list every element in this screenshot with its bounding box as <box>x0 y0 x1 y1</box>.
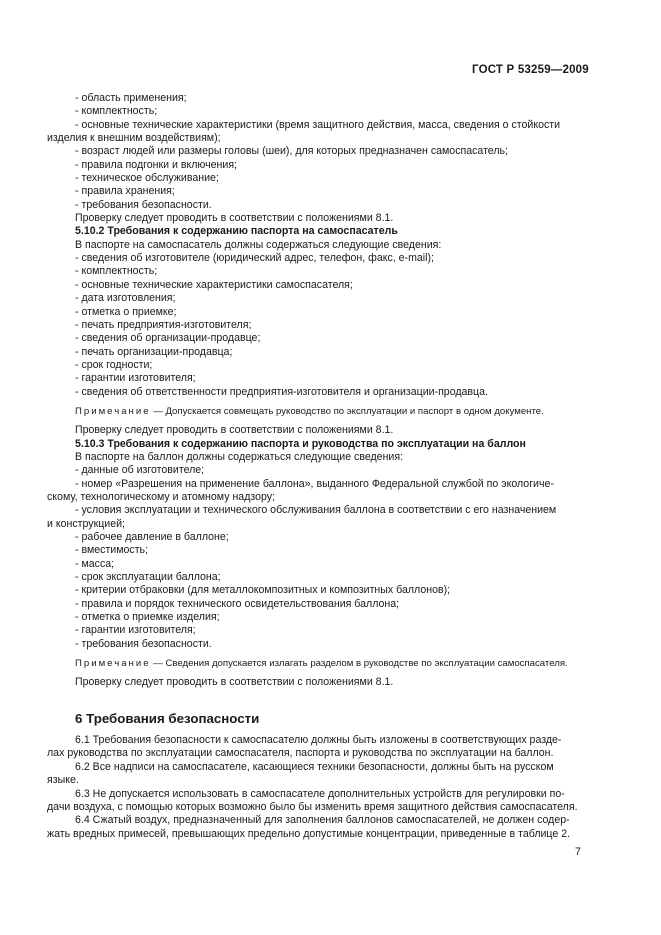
list-item: - гарантии изготовителя; <box>75 624 196 637</box>
list-item: - комплектность; <box>75 265 158 278</box>
subsection-intro: В паспорте на баллон должны содержаться следующие сведения: <box>75 450 404 463</box>
page-content <box>47 92 587 841</box>
note <box>47 405 587 418</box>
list-item: - данные об изготовителе; <box>75 464 205 477</box>
check-statement: Проверку следует проводить в соответствии с положениями 8.1. <box>75 676 394 689</box>
list-item: - сведения об организации-продавце; <box>75 332 261 345</box>
list-item: - основные технические характеристики самоспасателя; <box>75 278 353 291</box>
list-item: - комплектность; <box>75 105 158 118</box>
list-item: - условия эксплуатации и технического обслуживания баллона в соответствии с его назначением <box>75 504 557 517</box>
list-item: - печать предприятия-изготовителя; <box>75 318 252 331</box>
list-item: - отметка о приемке; <box>75 305 177 318</box>
note-label: Примечание <box>75 405 151 417</box>
list-item: - срок годности; <box>75 358 153 371</box>
paragraph-continuation: языке. <box>47 774 79 787</box>
list-item: - печать организации-продавца; <box>75 345 233 358</box>
list-item: - сведения об изготовителе (юридический адрес, телефон, факс, e-mail); <box>75 252 434 265</box>
list-item: - техническое обслуживание; <box>75 172 219 185</box>
paragraph-6-2: 6.2 Все надписи на самоспасателе, касающиеся техники безопасности, должны быть на русском <box>75 760 554 773</box>
paragraph-6-1: 6.1 Требования безопасности к самоспасателю должны быть изложены в соответствующих разде- <box>75 734 562 747</box>
note-label: Примечание <box>75 658 151 670</box>
list-item: - основные технические характеристики (время защитного действия, масса, сведения о стойкости <box>75 118 561 131</box>
paragraph-6-4: 6.4 Сжатый воздух, предназначенный для заполнения баллонов самоспасателей, не должен содер- <box>75 814 570 827</box>
subsection-intro: В паспорте на самоспасатель должны содержаться следующие сведения: <box>75 238 442 251</box>
paragraph-6-3: 6.3 Не допускается использовать в самоспасателе дополнительных устройств для регулировки по- <box>75 787 565 800</box>
section-title-6: 6 Требования безопасности <box>75 710 260 726</box>
list-item: - правила хранения; <box>75 185 175 198</box>
list-item: - дата изготовления; <box>75 292 176 305</box>
list-item: - вместимость; <box>75 544 149 557</box>
list-item: - область применения; <box>75 92 187 104</box>
list-item: - требования безопасности. <box>75 198 212 211</box>
list-item: - критерии отбраковки (для металлокомпозитных и композитных баллонов); <box>75 584 451 597</box>
list-item: - отметка о приемке изделия; <box>75 611 220 624</box>
note-text: — Допускается совмещать руководство по эксплуатации и паспорт в одном документе. <box>150 405 544 417</box>
paragraph-continuation: жать вредных примесей, превышающих предельно допустимые концентрации, приведенные в таблице 2. <box>47 827 571 840</box>
list-item: - правила и порядок технического освидетельствования баллона; <box>75 597 400 610</box>
paragraph-continuation: дачи воздуха, с помощью которых возможно было бы изменить время защитного действия самоспасателя. <box>47 800 578 813</box>
list-item: - номер «Разрешения на применение баллона», выданного Федеральной службой по экологиче- <box>75 477 554 490</box>
check-statement: Проверку следует проводить в соответствии с положениями 8.1. <box>75 424 394 437</box>
note-text: — Сведения допускается излагать разделом в руководстве по эксплуатации самоспасателя. <box>150 658 568 670</box>
paragraph-continuation: лах руководства по эксплуатации самоспасателя, паспорта и руководства по эксплуатации на баллон. <box>47 747 554 760</box>
subsection-title-5-10-2: 5.10.2 Требования к содержанию паспорта на самоспасатель <box>75 225 398 238</box>
list-item: - требования безопасности. <box>75 637 212 650</box>
list-item-continuation: изделия к внешним воздействиям); <box>47 132 221 145</box>
list-item-continuation: скому, технологическому и атомному надзору; <box>47 490 276 503</box>
list-item-continuation: и конструкцией; <box>47 517 125 530</box>
document-code-header: ГОСТ Р 53259—2009 <box>472 64 589 76</box>
list-item: - масса; <box>75 557 115 570</box>
list-item: - срок эксплуатации баллона; <box>75 571 221 584</box>
list-item: - сведения об ответственности предприятия-изготовителя и организации-продавца. <box>75 385 488 398</box>
list-item: - рабочее давление в баллоне; <box>75 531 229 543</box>
list-item: - правила подгонки и включения; <box>75 158 237 171</box>
list-item: - гарантии изготовителя; <box>75 372 196 385</box>
subsection-title-5-10-3: 5.10.3 Требования к содержанию паспорта и руководства по эксплуатации на баллон <box>75 437 526 450</box>
page-number: 7 <box>575 846 581 858</box>
check-statement: Проверку следует проводить в соответствии с положениями 8.1. <box>75 212 394 225</box>
list-item: - возраст людей или размеры головы (шеи), для которых предназначен самоспасатель; <box>75 145 508 158</box>
note <box>47 657 587 670</box>
